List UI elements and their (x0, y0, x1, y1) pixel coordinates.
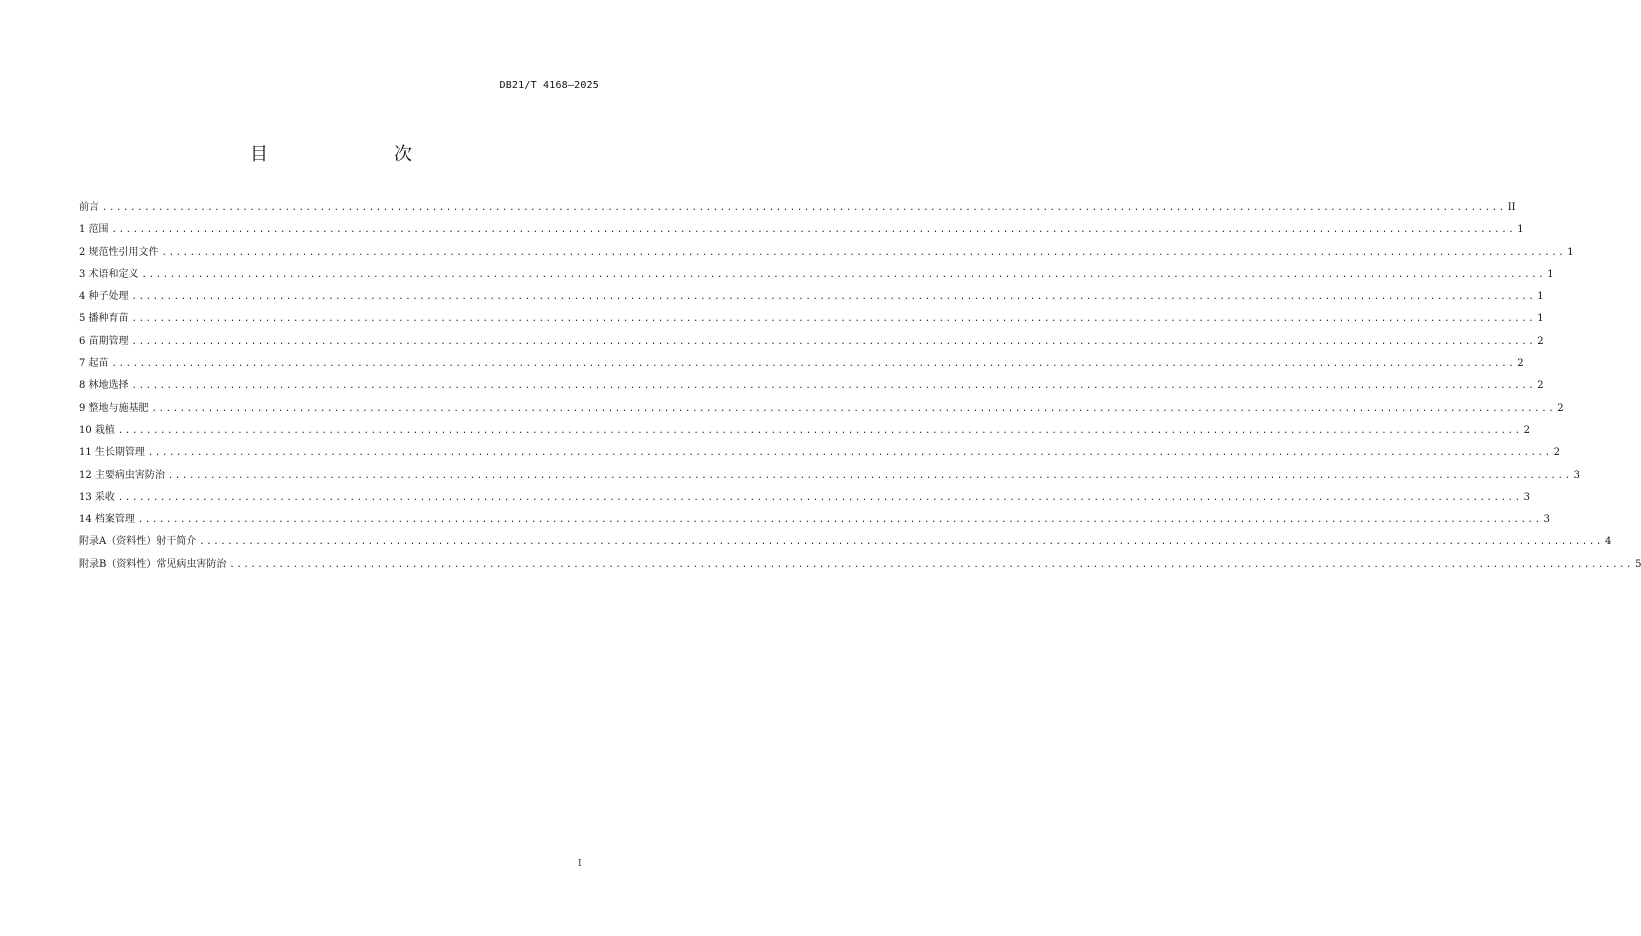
toc-entry[interactable] (79, 557, 1641, 579)
toc-dot-leader: ........................................................................................................................................................................................................ (131, 314, 1536, 325)
table-of-contents (79, 200, 1641, 579)
toc-entry-page: 2 (1537, 335, 1544, 347)
toc-entry-page: 1 (1537, 291, 1544, 303)
toc-dot-leader: ........................................................................................................................................................................................................ (229, 559, 1634, 570)
toc-dot-leader: ........................................................................................................................................................................................................ (151, 403, 1556, 414)
toc-entry[interactable] (79, 378, 1544, 400)
toc-entry[interactable] (79, 267, 1554, 289)
toc-dot-leader: ........................................................................................................................................................................................................ (117, 492, 1522, 503)
toc-dot-leader: ........................................................................................................................................................................................................ (167, 470, 1572, 481)
toc-entry-label: 4 种子处理 (79, 291, 129, 303)
toc-dot-leader: ........................................................................................................................................................................................................ (111, 359, 1516, 370)
toc-entry-page: 4 (1604, 536, 1612, 548)
toc-entry-page: 2 (1553, 447, 1560, 459)
toc-entry-page: 2 (1517, 358, 1524, 370)
toc-entry[interactable] (79, 222, 1524, 244)
toc-entry-page: 1 (1567, 246, 1574, 258)
toc-entry-label: 前言 (79, 202, 99, 213)
toc-entry[interactable] (79, 401, 1564, 423)
toc-entry[interactable] (79, 289, 1544, 311)
toc-entry[interactable] (79, 445, 1560, 467)
toc-entry-page: 1 (1517, 224, 1524, 236)
toc-entry-page: 3 (1523, 491, 1530, 503)
toc-entry-page: II (1507, 202, 1516, 213)
toc-entry-label: 3 术语和定义 (79, 268, 139, 280)
toc-entry[interactable] (79, 534, 1612, 556)
toc-entry-label: 9 整地与施基肥 (79, 402, 149, 414)
document-code: DB21/T 4168—2025 (499, 80, 599, 91)
toc-dot-leader: ........................................................................................................................................................................................................ (111, 225, 1516, 236)
toc-entry[interactable] (79, 311, 1544, 333)
toc-dot-leader: ........................................................................................................................................................................................................ (117, 425, 1522, 436)
toc-entry[interactable] (79, 200, 1516, 222)
toc-dot-leader: ........................................................................................................................................................................................................ (137, 515, 1542, 526)
toc-entry-label: 5 播种育苗 (79, 313, 129, 325)
toc-dot-leader: ........................................................................................................................................................................................................ (147, 448, 1552, 459)
toc-entry-label: 1 范围 (79, 224, 109, 236)
toc-entry-label: 2 规范性引用文件 (79, 246, 159, 258)
toc-dot-leader: ........................................................................................................................................................................................................ (131, 381, 1536, 392)
toc-entry[interactable] (79, 512, 1550, 534)
toc-entry-page: 2 (1557, 402, 1564, 414)
toc-entry[interactable] (79, 334, 1544, 356)
toc-dot-leader: ........................................................................................................................................................................................................ (131, 336, 1536, 347)
toc-entry-page: 5 (1635, 558, 1641, 570)
toc-entry-label: 14 档案管理 (79, 514, 135, 526)
toc-dot-leader: ........................................................................................................................................................................................................ (161, 247, 1566, 258)
toc-entry-page: 3 (1573, 469, 1580, 481)
toc-entry-label: 10 栽植 (79, 424, 115, 436)
toc-entry-label: 附录B（资料性）常见病虫害防治 (79, 558, 227, 570)
toc-entry-label: 8 林地选择 (79, 380, 129, 392)
page-number: I (578, 859, 582, 869)
toc-dot-leader: ........................................................................................................................................................................................................ (199, 537, 1603, 548)
toc-dot-leader: ........................................................................................................................................................................................................ (131, 292, 1536, 303)
toc-entry[interactable] (79, 468, 1580, 490)
toc-entry-page: 1 (1537, 313, 1544, 325)
toc-entry-page: 3 (1543, 514, 1550, 526)
toc-entry-page: 2 (1537, 380, 1544, 392)
toc-entry[interactable] (79, 423, 1530, 445)
toc-dot-leader: ........................................................................................................................................................................................................ (141, 269, 1546, 280)
toc-entry-label: 12 主要病虫害防治 (79, 469, 165, 481)
toc-entry-page: 1 (1547, 268, 1554, 280)
toc-entry-label: 7 起苗 (79, 358, 109, 370)
toc-entry-label: 13 采收 (79, 491, 115, 503)
toc-entry-label: 11 生长期管理 (79, 447, 145, 459)
toc-entry[interactable] (79, 245, 1574, 267)
toc-entry[interactable] (79, 490, 1530, 512)
page-title: 目 次 (250, 144, 442, 165)
toc-entry-page: 2 (1523, 424, 1530, 436)
toc-entry-label: 6 苗期管理 (79, 335, 129, 347)
toc-entry-label: 附录A（资料性）射干简介 (79, 536, 197, 548)
toc-dot-leader: ........................................................................................................................................................................................................ (102, 203, 1506, 213)
toc-entry[interactable] (79, 356, 1524, 378)
